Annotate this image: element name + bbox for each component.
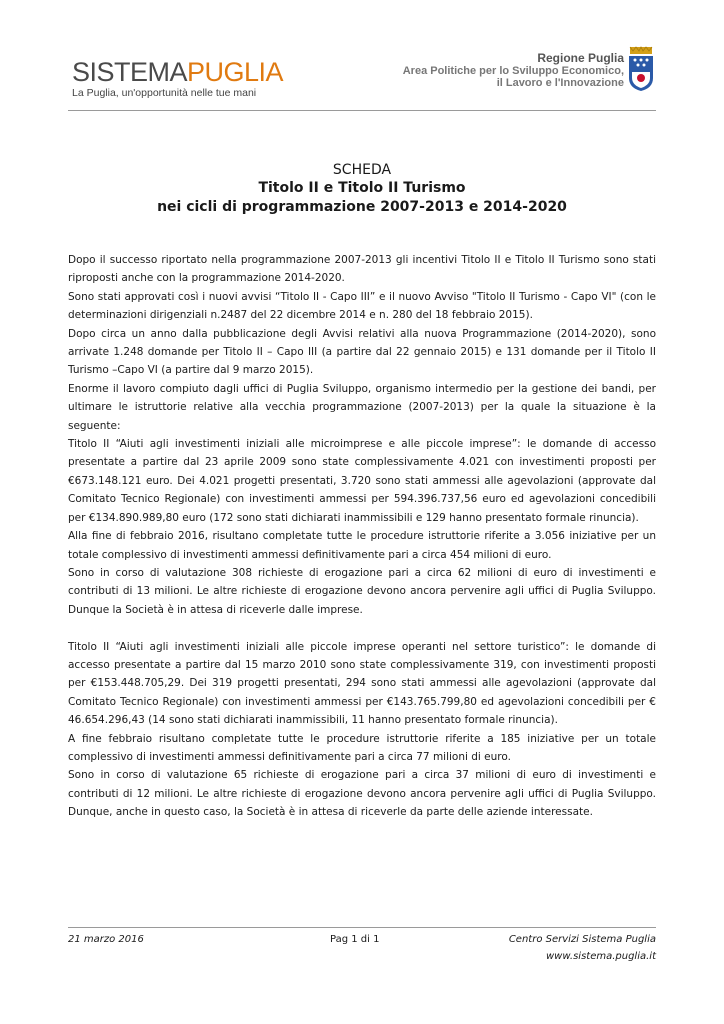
body-paragraph: Sono in corso di valutazione 308 richieste di erogazione pari a circa 62 milioni di euro di investimenti e contributi di 13 milioni. Le altre richieste di erogazione devono ancora pervenire agli uffici di Puglia Sviluppo. Dunque la Società è in attesa di riceverle dalle imprese. bbox=[68, 566, 656, 616]
body-paragraph: Sono in corso di valutazione 65 richieste di erogazione pari a circa 37 milioni di euro di investimenti e contributi di 12 milioni. Le altre richieste di erogazione devono ancora pervenire agli uffici di Puglia Sviluppo. Dunque, anche in questo caso, la Società è in attesa di riceverle da parte delle aziende interessate. bbox=[68, 769, 656, 819]
title-subtitle: nei cicli di programmazione 2007-2013 e 2014-2020 bbox=[157, 199, 567, 215]
footer-organization bbox=[509, 931, 656, 965]
footer-page-number: Pag 1 di 1 bbox=[330, 934, 380, 945]
logo-wordmark bbox=[72, 58, 283, 86]
title-scheda: SCHEDA bbox=[332, 162, 392, 178]
title-main: Titolo II e Titolo II Turismo bbox=[258, 180, 466, 196]
body-paragraph: Dopo circa un anno dalla pubblicazione degli Avvisi relativi alla nuova Programmazione (2014-2020), sono arrivate 1.248 domande per Titolo II – Capo III (a partire dal 22 gennaio 2015) e 131 domande per il Titolo II Turismo –Capo VI (a partire dal 9 marzo 2015). bbox=[68, 327, 656, 377]
body-paragraph: Sono stati approvati così i nuovi avvisi “Titolo II - Capo III” e il nuovo Avviso "Titolo II Turismo - Capo VI" (con le determinazioni dirigenziali n.2487 del 22 dicembre 2014 e n. 280 del 18 febbraio 2015). bbox=[68, 290, 656, 322]
footer-website-link[interactable]: www.sistema.puglia.it bbox=[546, 951, 656, 962]
region-department-line1: Area Politiche per lo Sviluppo Economico, bbox=[402, 65, 624, 77]
footer-org-name: Centro Servizi Sistema Puglia bbox=[508, 934, 656, 945]
regione-puglia-block bbox=[403, 51, 624, 89]
body-paragraph: Enorme il lavoro compiuto dagli uffici di Puglia Sviluppo, organismo intermedio per la gestione dei bandi, per ultimare le istruttorie relative alla vecchia programmazione (2007-2013) per la quale la situazione è la seguente: bbox=[68, 382, 656, 432]
footer-date: 21 marzo 2016 bbox=[68, 934, 144, 945]
document-body bbox=[68, 251, 656, 822]
body-paragraph: A fine febbraio risultano completate tutte le procedure istruttorie riferite a 185 iniziative per un totale complessivo di investimenti ammessi definitivamente pari a circa 77 milioni di euro. bbox=[68, 732, 656, 763]
body-paragraph: Alla fine di febbraio 2016, risultano completate tutte le procedure istruttorie riferite a 3.056 iniziative per un totale complessivo di investimenti ammessi definitivamente pari a circa 454 milioni di euro. bbox=[68, 530, 656, 561]
sistema-puglia-logo bbox=[72, 58, 283, 99]
document-title bbox=[68, 162, 656, 217]
region-department-line2: il Lavoro e l'Innovazione bbox=[496, 77, 624, 89]
logo-tagline: La Puglia, un'opportunità nelle tue mani bbox=[72, 87, 257, 99]
header-divider bbox=[68, 110, 656, 111]
logo-word-puglia: PUGLIA bbox=[187, 57, 284, 87]
regione-puglia-crest-icon bbox=[626, 46, 656, 92]
body-paragraph: Dopo il successo riportato nella programmazione 2007-2013 gli incentivi Titolo II e Titolo II Turismo sono stati riproposti anche con la programmazione 2014-2020. bbox=[68, 254, 656, 285]
logo-word-sistema: SISTEMA bbox=[72, 57, 188, 87]
region-name: Regione Puglia bbox=[537, 51, 624, 65]
body-paragraph: Titolo II “Aiuti agli investimenti iniziali alle piccole imprese operanti nel settore turistico”: le domande di accesso presentate a partire dal 15 marzo 2010 sono state complessivamente 319, con investimenti proposti per €153.448.705,29. Dei 319 progetti presentati, 294 sono stati ammessi alle agevolazioni (approvate dal Comitato Tecnico Regionale) con investimenti ammessi per €143.765.799,80 ed agevolazioni concedibili per € 46.654.296,43 (14 sono stati dichiarati inammissibili, 11 hanno presentato formale rinuncia). bbox=[68, 640, 656, 727]
body-paragraph: Titolo II “Aiuti agli investimenti iniziali alle microimprese e alle piccole imprese”: le domande di accesso presentate a partire dal 23 aprile 2009 sono state complessivamente 4.021 con investimenti proposti per €673.148.121 euro. Dei 4.021 progetti presentati, 3.720 sono stati ammessi alle agevolazioni (approvate dal Comitato Tecnico Regionale) con investimenti ammessi per 594.396.737,56 euro ed agevolazioni concedibili per €134.890.989,80 euro (172 sono stati dichiarati inammissibili e 129 hanno presentato formale rinuncia). bbox=[68, 438, 656, 524]
footer-divider bbox=[68, 927, 656, 928]
